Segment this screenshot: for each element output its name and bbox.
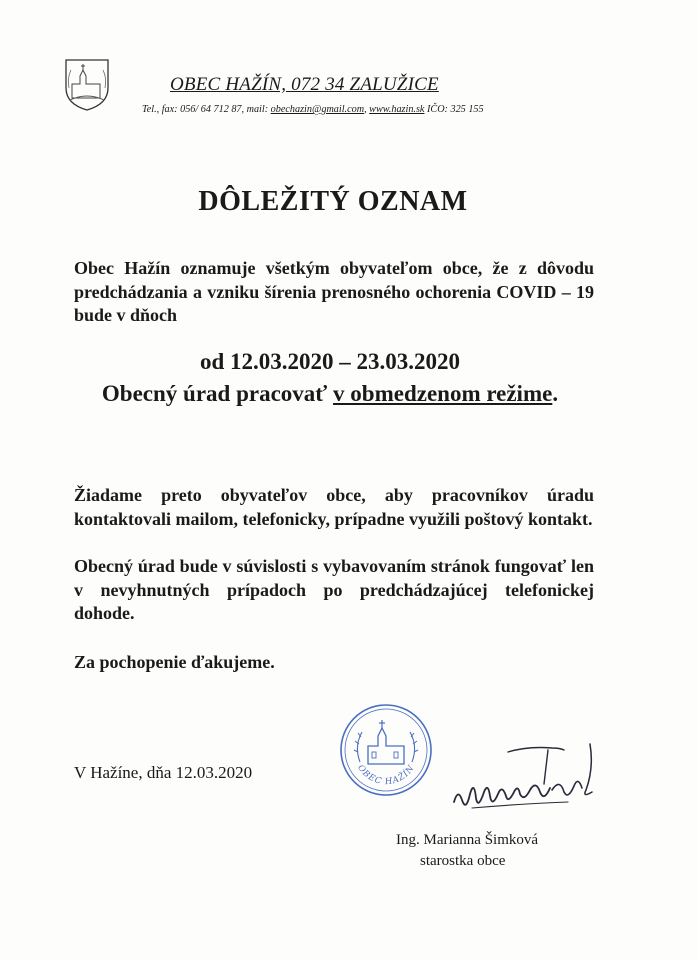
contact-phone: Tel., fax: 056/ 64 712 87, mail: (142, 104, 271, 115)
contact-separator: , (364, 104, 370, 115)
regime-underlined: v obmedzenom režime (333, 381, 553, 406)
contact-email-link[interactable]: obechazin@gmail.com (270, 104, 365, 115)
document-heading: DÔLEŽITÝ OZNAM (198, 186, 468, 217)
thanks-line: Za pochopenie ďakujeme. (74, 652, 275, 672)
official-stamp (338, 702, 434, 798)
contact-ico: IČO: 325 155 (424, 104, 484, 115)
regime-line (0, 381, 660, 411)
signer-title: starostka obce (420, 853, 506, 869)
svg-text:OBEC HAŽÍN: OBEC HAŽÍN (355, 763, 417, 788)
signer-name: Ing. Marianna Šimková (396, 832, 539, 848)
place-date: V Hažíne, dňa 12.03.2020 (74, 763, 253, 782)
letterhead-title: OBEC HAŽÍN, 072 34 ZALUŽICE (170, 74, 439, 95)
contact-website-link[interactable]: www.hazin.sk (369, 104, 425, 115)
intro-paragraph: Obec Hažín oznamuje všetkým obyvateľom obce, že z dôvodu predchádzania a vzniku šírenia prenosného ochorenia COVID – 19 bude v dňoch (74, 258, 594, 325)
request-paragraph: Žiadame preto obyvateľov obce, aby pracovníkov úradu kontaktovali mailom, telefonicky, prípadne využili poštový kontakt. (74, 485, 594, 529)
office-note-paragraph: Obecný úrad bude v súvislosti s vybavovaním stránok fungovať len v nevyhnutných prípadoch po predchádzajúcej telefonickej dohode. (74, 556, 594, 623)
regime-suffix: . (552, 381, 559, 406)
crest-logo (64, 58, 110, 112)
letterhead-contact (142, 104, 562, 118)
regime-prefix: Obecný úrad pracovať (101, 381, 334, 406)
date-range: od 12.03.2020 – 23.03.2020 (199, 349, 461, 374)
handwritten-signature (448, 738, 618, 818)
